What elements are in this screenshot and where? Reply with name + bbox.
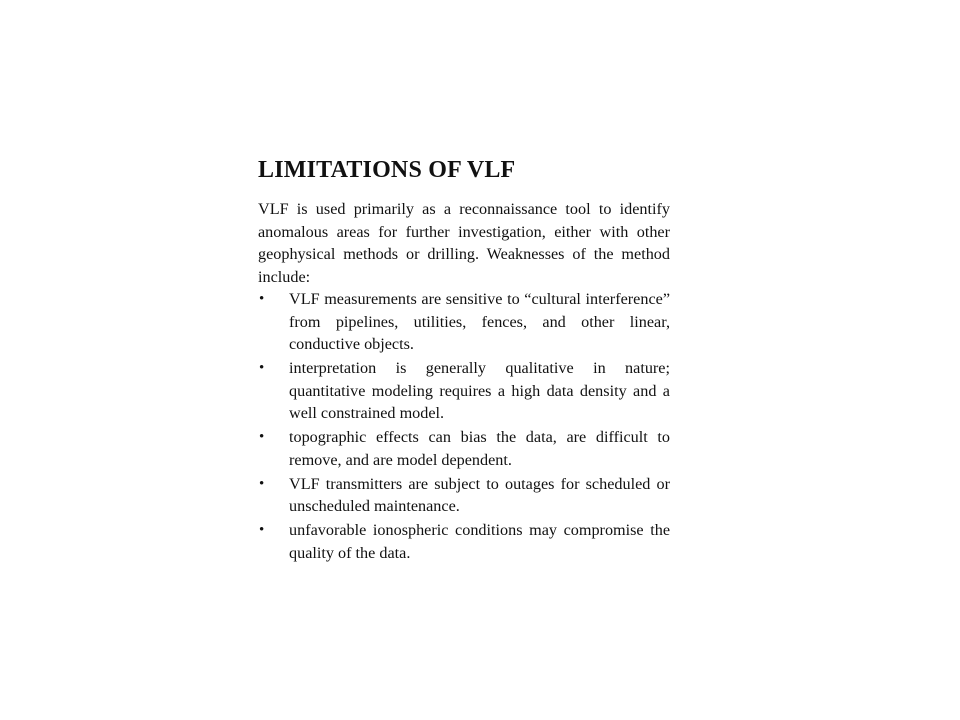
bullet-icon: • xyxy=(259,291,265,307)
bullet-list xyxy=(258,288,670,564)
bullet-icon: • xyxy=(259,522,265,538)
document-page xyxy=(258,156,670,566)
list-item-text: unfavorable ionospheric conditions may compromise the quality of the data. xyxy=(289,521,670,562)
page-title: LIMITATIONS OF VLF xyxy=(258,157,516,183)
list-item-text: topographic effects can bias the data, are difficult to remove, and are model dependent. xyxy=(289,428,670,469)
list-item xyxy=(258,426,670,471)
list-item-text: VLF transmitters are subject to outages for scheduled or unscheduled maintenance. xyxy=(289,474,670,515)
list-item-text: VLF measurements are sensitive to “cultural interference” from pipelines, utilities, fences, and other linear, conductive objects. xyxy=(289,290,670,353)
intro-paragraph: VLF is used primarily as a reconnaissance tool to identify anomalous areas for further investigation, either with other geophysical methods or drilling. Weaknesses of the method include: xyxy=(258,200,670,286)
bullet-icon: • xyxy=(259,475,265,492)
bullet-icon: • xyxy=(259,429,265,445)
list-item xyxy=(258,473,670,518)
bullet-icon: • xyxy=(259,360,265,376)
list-item-text: interpretation is generally qualitative in nature; quantitative modeling requires a high data density and a well constrained model. xyxy=(289,359,670,422)
list-item xyxy=(258,357,670,425)
list-item xyxy=(258,519,670,564)
list-item xyxy=(258,288,670,356)
